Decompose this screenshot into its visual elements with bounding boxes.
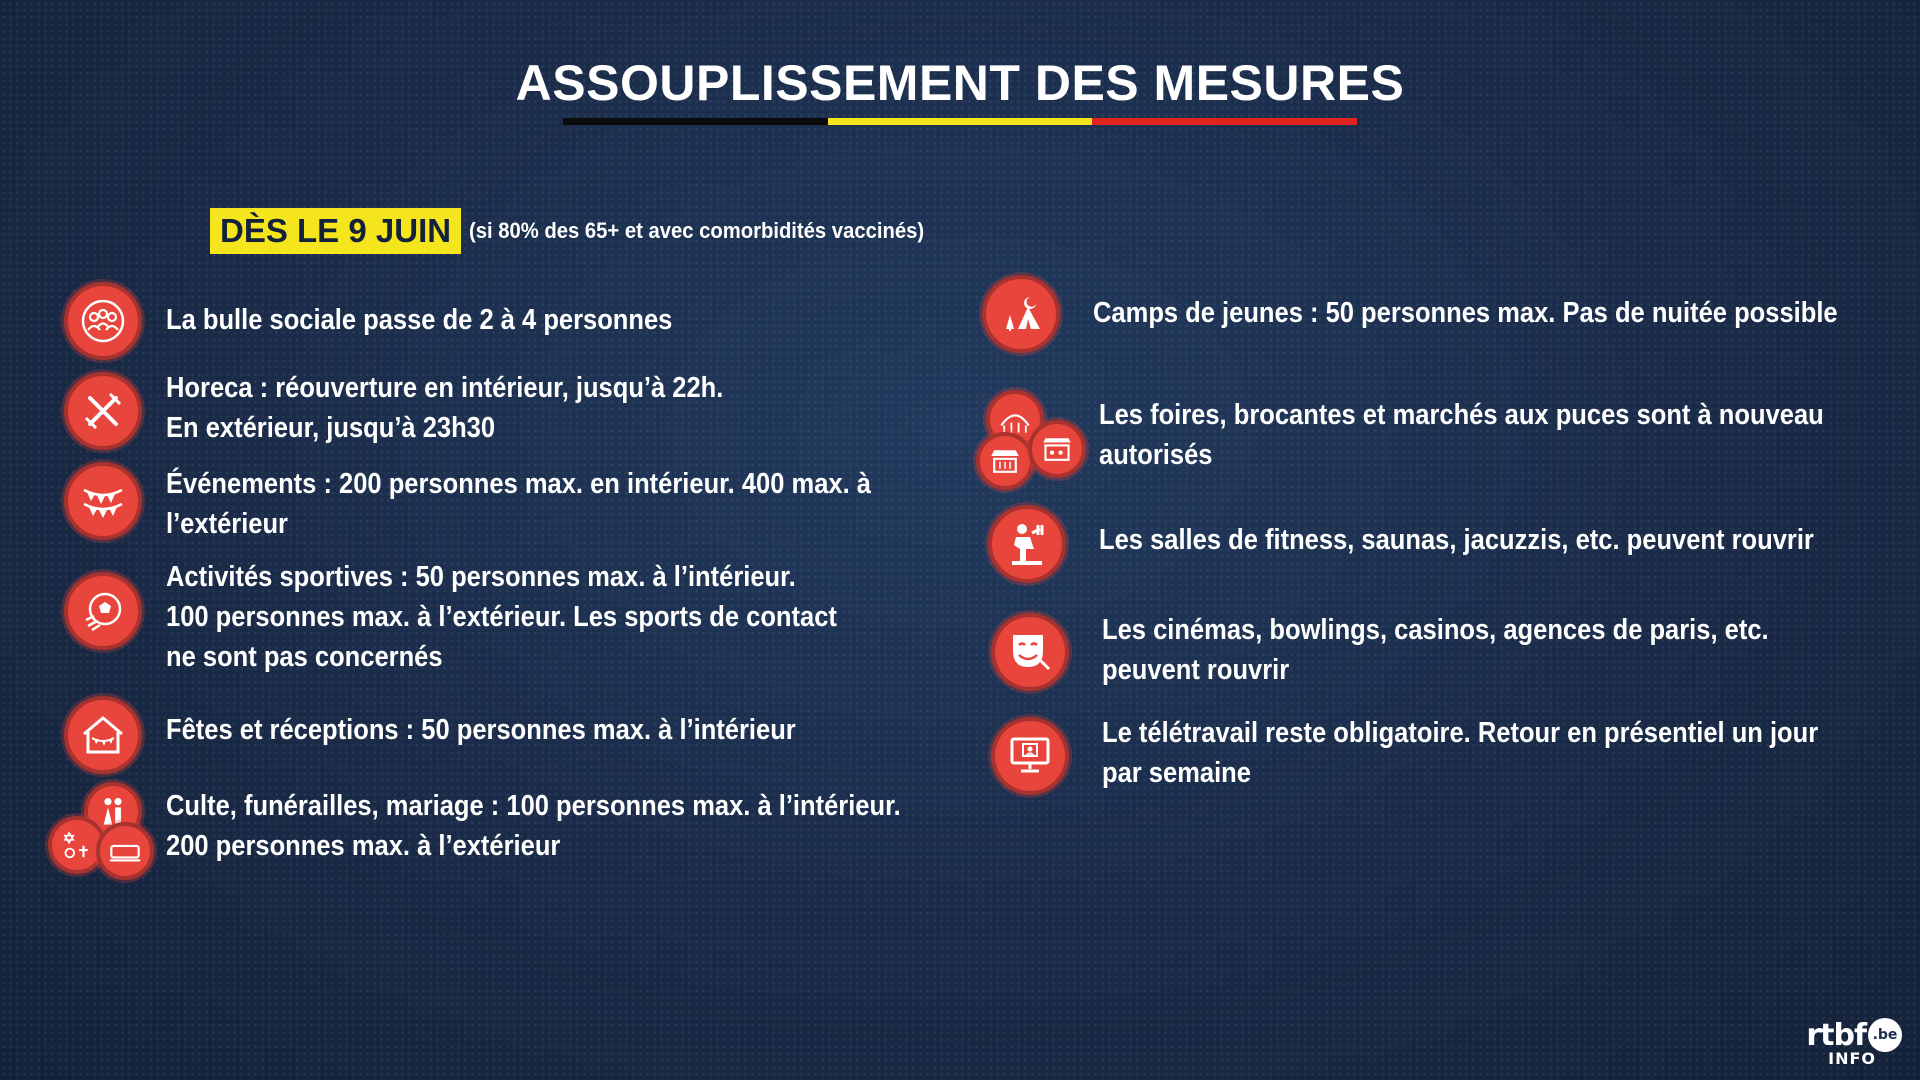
social-bubble-icon	[64, 282, 142, 360]
item-line: l’extérieur	[166, 508, 289, 540]
flag-yellow	[828, 118, 1093, 125]
theatre-mask-icon	[991, 613, 1069, 691]
item-line: Les foires, brocantes et marchés aux puces sont à nouveau	[1099, 399, 1824, 431]
item-line: Fêtes et réceptions : 50 personnes max. à l’intérieur	[166, 714, 796, 746]
item-line: par semaine	[1102, 757, 1251, 789]
item-line: Le télétravail reste obligatoire. Retour en présentiel un jour	[1102, 717, 1819, 749]
logo-domain: .be	[1868, 1018, 1902, 1052]
item-line: Les cinémas, bowlings, casinos, agences de paris, etc.	[1102, 614, 1769, 646]
logo-brand: rtbf	[1806, 1018, 1866, 1053]
item-line: En extérieur, jusqu’à 23h30	[166, 412, 496, 444]
item-line: La bulle sociale passe de 2 à 4 personnes	[166, 304, 673, 336]
coffin-icon	[96, 822, 154, 880]
item-line: Les salles de fitness, saunas, jacuzzis, etc. peuvent rouvrir	[1099, 524, 1814, 556]
flag-red	[1092, 118, 1357, 125]
fitness-icon	[988, 505, 1066, 583]
flag-black	[563, 118, 828, 125]
market-stall-icon	[976, 432, 1034, 490]
belgian-flag-bar	[563, 118, 1357, 125]
item-line: Activités sportives : 50 personnes max. à l’intérieur.	[166, 561, 796, 593]
rtbf-logo	[1806, 1018, 1902, 1068]
date-note: (si 80% des 65+ et avec comorbidités vaccinés)	[469, 218, 925, 243]
item-line: autorisés	[1099, 439, 1213, 471]
item-line: peuvent rouvrir	[1102, 654, 1290, 686]
flea-market-icon	[1028, 420, 1086, 478]
camp-tent-icon	[982, 275, 1060, 353]
item-line: 200 personnes max. à l’extérieur	[166, 830, 561, 862]
item-line: Camps de jeunes : 50 personnes max. Pas de nuitée possible	[1093, 297, 1838, 329]
computer-monitor-icon	[991, 717, 1069, 795]
item-line: 100 personnes max. à l’extérieur. Les sports de contact	[166, 601, 837, 633]
bunting-icon	[64, 462, 142, 540]
item-line: Événements : 200 personnes max. en intérieur. 400 max. à	[166, 468, 871, 500]
fork-knife-icon	[64, 372, 142, 450]
soccer-ball-icon	[64, 572, 142, 650]
item-line: Culte, funérailles, mariage : 100 personnes max. à l’intérieur.	[166, 790, 901, 822]
item-line: Horeca : réouverture en intérieur, jusqu’à 22h.	[166, 372, 724, 404]
date-badge: DÈS LE 9 JUIN	[210, 208, 461, 254]
date-row	[210, 208, 964, 254]
party-house-icon	[64, 696, 142, 774]
logo-section: INFO	[1828, 1049, 1876, 1068]
page-title: ASSOUPLISSEMENT DES MESURES	[515, 55, 1405, 111]
item-line: ne sont pas concernés	[166, 641, 443, 673]
